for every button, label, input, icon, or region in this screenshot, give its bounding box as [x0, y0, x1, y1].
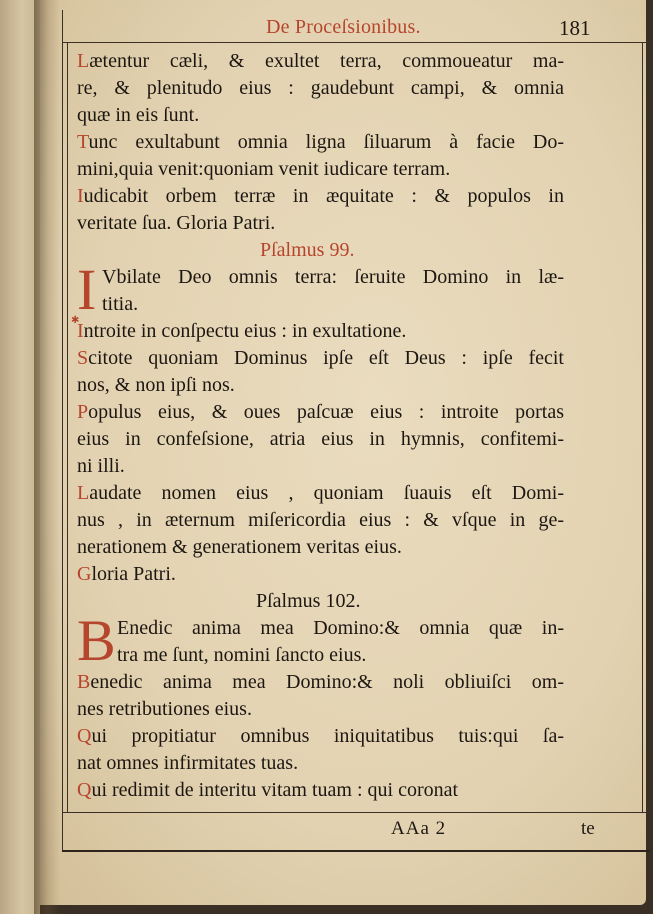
- verse-text: audate nomen eius , quoniam ſuauis eſt Domi-: [89, 482, 564, 504]
- verse-line: [77, 750, 298, 777]
- verse-line: [77, 453, 125, 480]
- verse-text: titia.: [102, 293, 139, 315]
- verse-text: mini,quia venit:quoniam venit iudicare terram.: [77, 158, 451, 180]
- rubric-initial: S: [77, 347, 89, 369]
- rubric-initial: I: [77, 185, 84, 207]
- verse-line: [77, 345, 564, 372]
- running-title: De Proceſsionibus.: [266, 16, 421, 38]
- drop-cap-ornament: ✱: [71, 315, 80, 326]
- rubric-initial: G: [77, 563, 92, 585]
- verse-text: nerationem & generationem veritas eius.: [77, 536, 402, 558]
- verse-line: [102, 291, 138, 318]
- verse-text: udicabit orbem terræ in æquitate : & populos in: [83, 185, 564, 207]
- verse-line: [77, 480, 564, 507]
- verse-line: [77, 696, 252, 723]
- verse-line: [77, 561, 176, 588]
- verse-line: [77, 777, 458, 804]
- verse-line: [77, 102, 199, 129]
- verse-text: Vbilate Deo omnis terra: ſeruite Domino in læ-: [102, 266, 564, 288]
- verse-line: [77, 156, 450, 183]
- verse-text: opulus eius, & oues paſcuæ eius : introite portas: [88, 401, 564, 423]
- verse-text: ui redimit de interitu vitam tuam : qui coronat: [91, 779, 459, 801]
- verse-line: [77, 75, 564, 102]
- rubric-initial: L: [77, 482, 90, 504]
- footer-rule: [62, 850, 650, 852]
- verse-line: [77, 129, 564, 156]
- verse-line: [77, 399, 564, 426]
- verse-text: Enedic anima mea Domino:& omnia quæ in-: [117, 617, 564, 639]
- verse-text: eius in confeſsione, atria eius in hymnis, confitemi-: [77, 428, 564, 450]
- psalm-heading: Pſalmus 99.: [260, 239, 355, 261]
- verse-text: veritate ſua. Gloria Patri.: [77, 212, 276, 234]
- rubric-initial: Q: [77, 779, 92, 801]
- rubric-initial: B: [77, 671, 91, 693]
- verse-text: nes retributiones eius.: [77, 698, 252, 720]
- drop-cap: I: [77, 257, 97, 322]
- verse-line: [77, 426, 564, 453]
- rubric-initial: P: [77, 401, 89, 423]
- verse-text: ni illi.: [77, 455, 125, 477]
- verse-line: [102, 264, 564, 291]
- verse-text: ætentur cæli, & exultet terra, commoueatur ma-: [89, 50, 564, 72]
- verse-line: [77, 48, 564, 75]
- verse-line: [77, 372, 235, 399]
- verse-line: [117, 615, 564, 642]
- verse-text: loria Patri.: [91, 563, 176, 585]
- verse-text: quæ in eis ſunt.: [77, 104, 200, 126]
- rubric-initial: Q: [77, 725, 92, 747]
- verse-text: nat omnes infirmitates tuas.: [77, 752, 299, 774]
- text-block-bottom-rule: [62, 812, 650, 813]
- verse-text: citote quoniam Dominus ipſe eſt Deus : ipſe fecit: [88, 347, 564, 369]
- verse-line: [77, 183, 564, 210]
- verse-text: enedic anima mea Domino:& noli obliuiſci om-: [90, 671, 564, 693]
- verse-text: ntroite in conſpectu eius : in exultatione.: [83, 320, 407, 342]
- verse-line: [77, 534, 402, 561]
- verse-line: [77, 723, 564, 750]
- verse-text: nos, & non ipſi nos.: [77, 374, 235, 396]
- rubric-initial: T: [77, 131, 89, 153]
- page-number: 181: [559, 16, 591, 40]
- rubric-initial: L: [77, 50, 90, 72]
- verse-line: [77, 210, 275, 237]
- rubric-initial: I: [77, 320, 84, 342]
- verse-line: [117, 642, 366, 669]
- drop-cap: B: [77, 608, 116, 673]
- verse-line: [77, 318, 406, 345]
- verse-line: [77, 507, 564, 534]
- signature-mark: AAa 2: [391, 818, 447, 839]
- gutter-shadow: [34, 0, 60, 914]
- verse-text: nus , in æternum miſericordia eius : & vſque in ge-: [77, 509, 564, 531]
- verse-text: tra me ſunt, nomini ſancto eius.: [117, 644, 367, 666]
- verse-line: [77, 669, 564, 696]
- verse-text: re, & plenitudo eius : gaudebunt campi, & omnia: [77, 77, 564, 99]
- psalm-heading: Pſalmus 102.: [256, 590, 361, 612]
- verse-text: unc exultabunt omnia ligna ſiluarum à facie Do-: [88, 131, 564, 153]
- catchword: te: [581, 818, 595, 839]
- verse-text: ui propitiatur omnibus iniquitatibus tuis:qui ſa-: [91, 725, 564, 747]
